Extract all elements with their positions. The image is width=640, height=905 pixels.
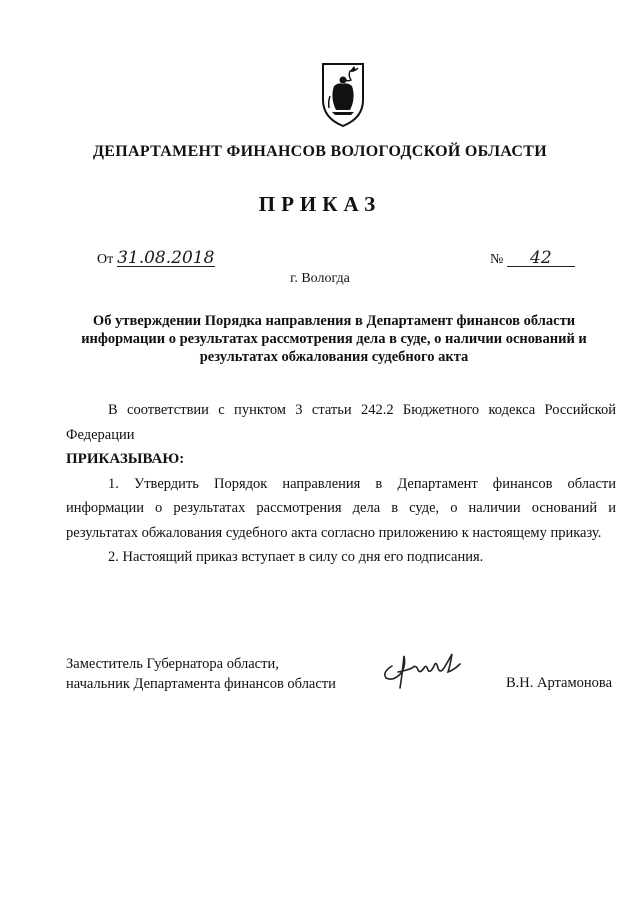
number-value: 42 bbox=[507, 250, 575, 267]
document-date bbox=[97, 250, 215, 268]
signatory-title-line1: Заместитель Губернатора области, bbox=[66, 656, 279, 672]
preamble: В соответствии с пунктом 3 статьи 242.2 Бюджетного кодекса Российской Федерации bbox=[66, 402, 616, 443]
number-prefix: № bbox=[490, 252, 504, 267]
document-body bbox=[66, 398, 616, 570]
department-name: ДЕПАРТАМЕНТ ФИНАНСОВ ВОЛОГОДСКОЙ ОБЛАСТИ bbox=[92, 143, 548, 160]
date-prefix: От bbox=[97, 252, 114, 267]
document-type-title: ПРИКАЗ bbox=[258, 192, 382, 216]
order-item-2: 2. Настоящий приказ вступает в силу со дня его подписания. bbox=[108, 549, 484, 565]
handwritten-signature bbox=[374, 646, 470, 694]
signatory-name: В.Н. Артамонова bbox=[506, 675, 613, 691]
document-number bbox=[490, 250, 575, 268]
date-value: 31.08.2018 bbox=[117, 248, 215, 268]
city: г. Вологда bbox=[290, 271, 350, 286]
order-word: ПРИКАЗЫВАЮ: bbox=[66, 451, 185, 467]
coat-of-arms-icon bbox=[320, 62, 366, 128]
document-subject: Об утверждении Порядка направления в Департамент финансов области информации о результатах рассмотрения дела в суде, о наличии оснований и результатах обжалования судебного акта bbox=[81, 313, 587, 365]
signatory-title-line2: начальник Департамента финансов области bbox=[66, 676, 336, 692]
signatory-title bbox=[66, 654, 336, 694]
order-item-1: 1. Утвердить Порядок направления в Департамент финансов области информации о результатах рассмотрения дела в суде, о наличии оснований и результатах обжалования судебного акта согласно приложению к настоящему приказу. bbox=[66, 475, 616, 541]
